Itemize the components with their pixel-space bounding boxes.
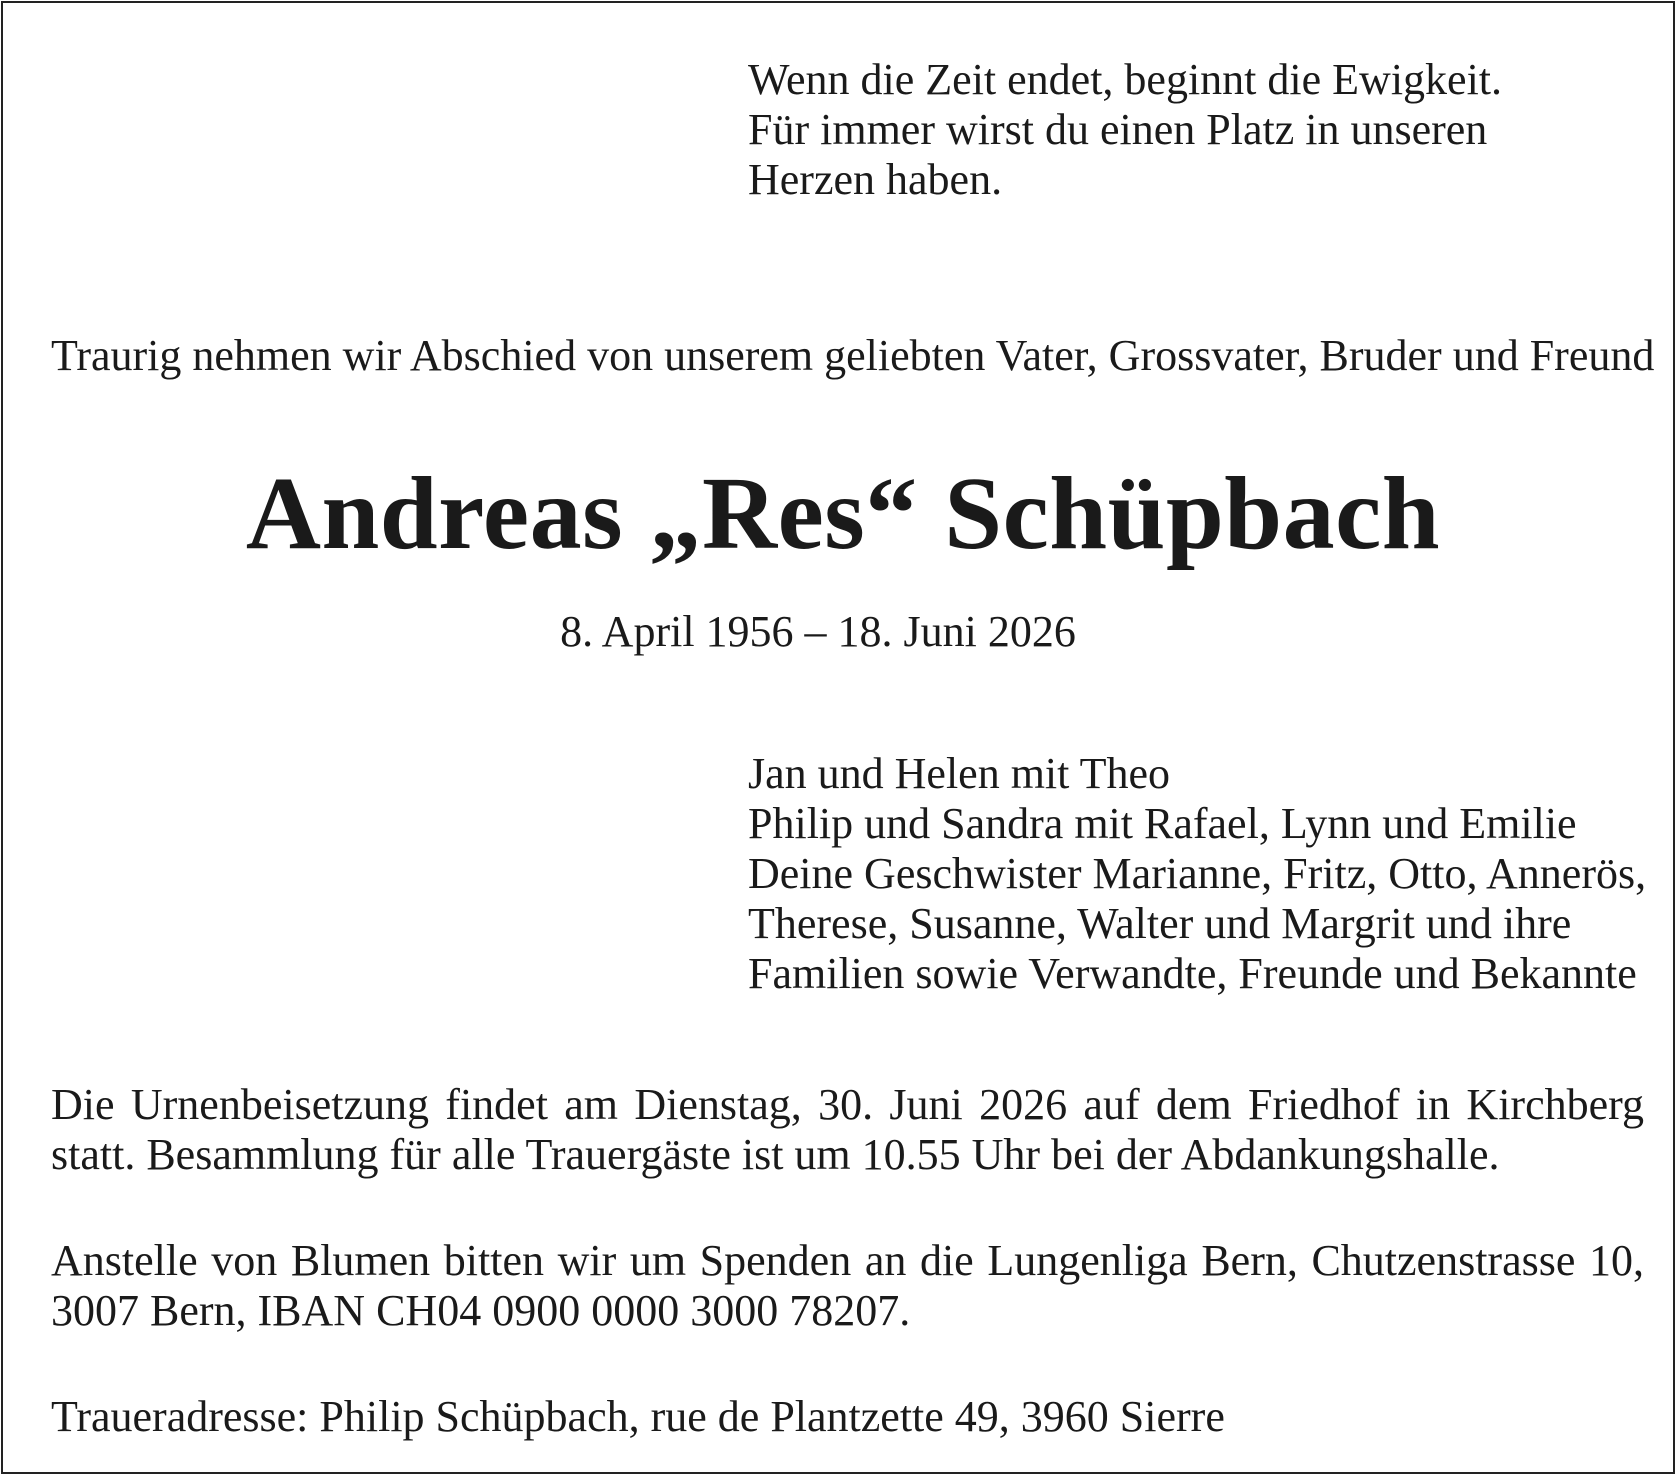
motto-quote — [748, 55, 1502, 205]
donation-notice — [51, 1236, 1644, 1336]
deceased-name: Andreas „Res“ Schüpbach — [245, 456, 1441, 571]
motto-line: Wenn die Zeit endet, beginnt die Ewigkeit. — [748, 55, 1503, 104]
burial-service-notice — [51, 1080, 1644, 1180]
motto-line: Herzen haben. — [748, 155, 1003, 204]
mourning-address: Traueradresse: Philip Schüpbach, rue de Plantzette 49, 3960 Sierre — [51, 1392, 1225, 1441]
service-line: Die Urnenbeisetzung findet am Dienstag, 30. Juni 2026 auf dem Friedhof in Kirchberg — [51, 1080, 1644, 1129]
mourner-line: Philip und Sandra mit Rafael, Lynn und Emilie — [748, 799, 1577, 848]
donation-line: Anstelle von Blumen bitten wir um Spenden an die Lungenliga Bern, Chutzenstrasse 10, — [51, 1236, 1644, 1285]
motto-line: Für immer wirst du einen Platz in unseren — [748, 105, 1488, 154]
obituary-frame — [1, 1, 1675, 1474]
mourner-line: Therese, Susanne, Walter und Margrit und ihre — [748, 899, 1572, 948]
donation-line: 3007 Bern, IBAN CH04 0900 0000 3000 78207. — [51, 1286, 911, 1335]
mourners-list — [748, 749, 1646, 999]
life-dates: 8. April 1956 – 18. Juni 2026 — [560, 607, 1076, 656]
mourner-line: Deine Geschwister Marianne, Fritz, Otto, Annerös, — [748, 849, 1647, 898]
mourner-line: Jan und Helen mit Theo — [748, 749, 1170, 798]
service-line: statt. Besammlung für alle Trauergäste ist um 10.55 Uhr bei der Abdankungshalle. — [51, 1130, 1500, 1179]
farewell-intro: Traurig nehmen wir Abschied von unserem geliebten Vater, Grossvater, Bruder und Freund — [51, 331, 1655, 380]
mourner-line: Familien sowie Verwandte, Freunde und Bekannte — [748, 949, 1637, 998]
